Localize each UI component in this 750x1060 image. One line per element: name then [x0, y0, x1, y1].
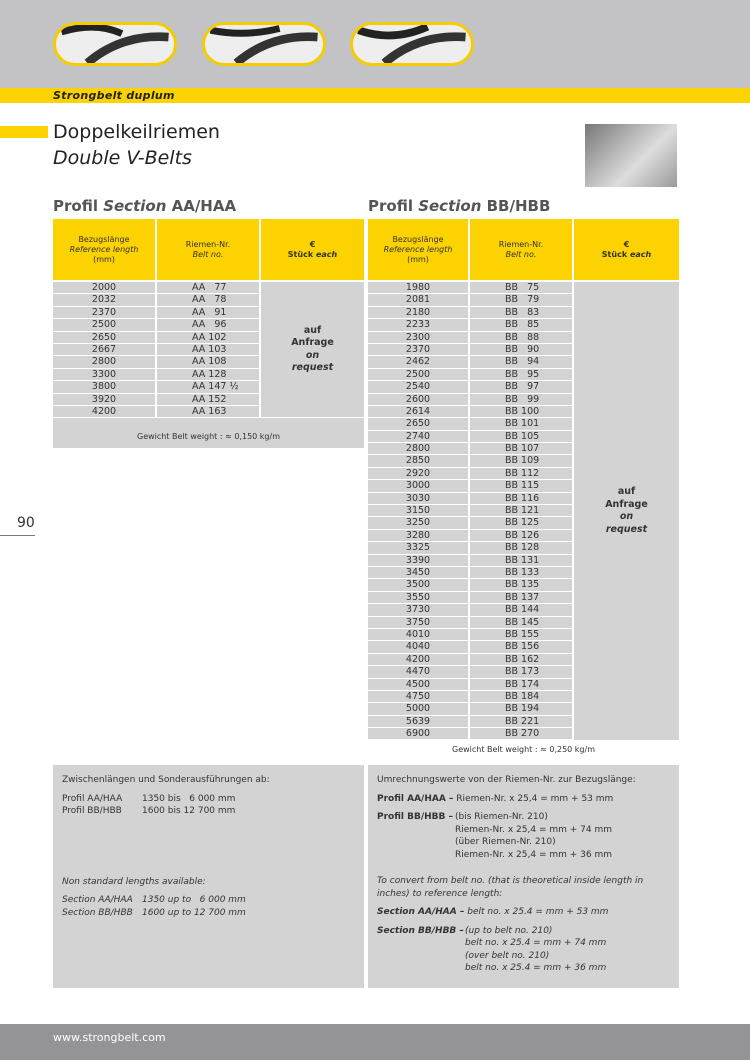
table-row [53, 282, 261, 294]
reference-length: 3730 [368, 604, 470, 615]
belt-number: BB 173 [470, 666, 574, 677]
belt-number: AA 152 [157, 394, 261, 405]
table-row [368, 307, 574, 319]
reference-length: 4010 [368, 629, 470, 640]
reference-length: 2462 [368, 356, 470, 367]
belt-number: AA 163 [157, 406, 261, 417]
page-title: Doppelkeilriemen [53, 121, 220, 143]
table-row [368, 394, 574, 406]
table-row [368, 356, 574, 368]
belt-number: AA 77 [157, 282, 261, 293]
table-row [53, 344, 261, 356]
belt-number: AA 147 ½ [157, 381, 261, 392]
table-row [368, 480, 574, 492]
table-row [368, 629, 574, 641]
table-row [368, 282, 574, 294]
table-row [53, 332, 261, 344]
table-row [368, 418, 574, 430]
reference-length: 2000 [53, 282, 157, 293]
belt-number: BB 126 [470, 530, 574, 541]
reference-length: 2300 [368, 332, 470, 343]
table-row [368, 517, 574, 529]
reference-length: 3325 [368, 542, 470, 553]
table-row [368, 567, 574, 579]
belt-number: AA 128 [157, 369, 261, 380]
page-number: 90 [17, 515, 35, 531]
belt-number: BB 133 [470, 567, 574, 578]
table-row [368, 319, 574, 331]
belt-number: AA 108 [157, 356, 261, 367]
belt-photo-2 [202, 22, 326, 66]
table-row [368, 542, 574, 554]
reference-length: 5639 [368, 716, 470, 727]
table-row [368, 468, 574, 480]
belt-number: BB 109 [470, 455, 574, 466]
belt-number: BB 270 [470, 728, 574, 739]
belt-number: BB 128 [470, 542, 574, 553]
conversion-box: Umrechnungswerte von der Riemen-Nr. zur Bezugslänge: Profil AA/HAA – Riemen-Nr. x 25,4 = mm + 53 mm Profil BB/HBB – (bis Riemen-Nr. 210) Riemen-Nr. x 25,4 = mm + 74 mm (über Riemen-Nr. 210) Riemen-Nr. x 25,4 = mm + 36 mm To convert from belt no. (that is theoretical inside length in inches) to reference length: Section AA/HAA – belt no. x 25.4 = mm + 53 mm Section BB/HBB – (up to belt no. 210) belt no. x 25.4 = mm + 74 mm (over belt no. 210) belt no. x 25.4 = mm + 36 mm [368, 765, 679, 988]
reference-length: 3250 [368, 517, 470, 528]
table-row [368, 381, 574, 393]
section-title-aa: Profil Section AA/HAA [53, 197, 237, 215]
reference-length: 3390 [368, 555, 470, 566]
belt-number: AA 78 [157, 294, 261, 305]
reference-length: 3550 [368, 592, 470, 603]
belt-number: AA 91 [157, 307, 261, 318]
table-header-bb: Bezugslänge Reference length (mm) Riemen-Nr. Belt no. € Stück each [368, 219, 679, 280]
table-row [368, 654, 574, 666]
table-row [53, 369, 261, 381]
reference-length: 1980 [368, 282, 470, 293]
table-row [368, 716, 574, 728]
belt-number: BB 125 [470, 517, 574, 528]
reference-length: 4200 [368, 654, 470, 665]
reference-length: 4500 [368, 679, 470, 690]
page-subtitle: Double V-Belts [53, 147, 192, 169]
table-row [368, 666, 574, 678]
footer-url[interactable]: www.strongbelt.com [53, 1031, 166, 1044]
belt-weight-aa: Gewicht Belt weight : ≈ 0,150 kg/m [53, 418, 364, 448]
reference-length: 2370 [368, 344, 470, 355]
reference-length: 3280 [368, 530, 470, 541]
table-row [368, 344, 574, 356]
reference-length: 3150 [368, 505, 470, 516]
brand-label: Strongbelt duplum [53, 89, 175, 102]
table-row [368, 555, 574, 567]
belt-number: BB 100 [470, 406, 574, 417]
price-on-request-aa: auf Anfrage on request [261, 282, 364, 417]
belt-number: BB 135 [470, 579, 574, 590]
belt-number: BB 121 [470, 505, 574, 516]
table-row [368, 604, 574, 616]
belt-number: BB 194 [470, 703, 574, 714]
belt-number: BB 221 [470, 716, 574, 727]
reference-length: 2850 [368, 455, 470, 466]
belt-photo-3 [350, 22, 474, 66]
table-row [368, 406, 574, 418]
belt-number: BB 79 [470, 294, 574, 305]
belt-number: BB 90 [470, 344, 574, 355]
belt-weight-bb: Gewicht Belt weight : ≈ 0,250 kg/m [452, 745, 595, 754]
reference-length: 4040 [368, 641, 470, 652]
table-row [368, 592, 574, 604]
reference-length: 4750 [368, 691, 470, 702]
belt-number: AA 102 [157, 332, 261, 343]
reference-length: 3800 [53, 381, 157, 392]
reference-length: 2500 [368, 369, 470, 380]
reference-length: 2650 [368, 418, 470, 429]
title-marker [0, 126, 48, 138]
reference-length: 2233 [368, 319, 470, 330]
table-header-aa: Bezugslänge Reference length (mm) Riemen-Nr. Belt no. € Stück each [53, 219, 364, 280]
belt-number: BB 88 [470, 332, 574, 343]
reference-length: 2081 [368, 294, 470, 305]
belt-number: BB 107 [470, 443, 574, 454]
reference-length: 2740 [368, 431, 470, 442]
reference-length: 2180 [368, 307, 470, 318]
belt-number: BB 137 [470, 592, 574, 603]
belt-number: BB 162 [470, 654, 574, 665]
reference-length: 3750 [368, 617, 470, 628]
belt-number: AA 96 [157, 319, 261, 330]
reference-length: 2920 [368, 468, 470, 479]
reference-length: 2614 [368, 406, 470, 417]
table-aa [53, 282, 261, 418]
reference-length: 3920 [53, 394, 157, 405]
table-row [368, 530, 574, 542]
table-row [368, 579, 574, 591]
table-row [368, 728, 574, 740]
table-row [368, 703, 574, 715]
table-row [368, 679, 574, 691]
belt-number: BB 85 [470, 319, 574, 330]
table-row [53, 294, 261, 306]
table-row [368, 294, 574, 306]
reference-length: 3500 [368, 579, 470, 590]
reference-length: 4470 [368, 666, 470, 677]
table-row [368, 443, 574, 455]
belt-number: BB 156 [470, 641, 574, 652]
table-row [53, 319, 261, 331]
belt-number: BB 145 [470, 617, 574, 628]
belt-number: BB 75 [470, 282, 574, 293]
section-title-bb: Profil Section BB/HBB [368, 197, 551, 215]
reference-length: 2540 [368, 381, 470, 392]
reference-length: 2667 [53, 344, 157, 355]
table-row [53, 394, 261, 406]
reference-length: 2600 [368, 394, 470, 405]
reference-length: 2800 [53, 356, 157, 367]
table-row [53, 356, 261, 368]
belt-number: BB 115 [470, 480, 574, 491]
table-row [368, 369, 574, 381]
belt-number: BB 174 [470, 679, 574, 690]
reference-length: 3000 [368, 480, 470, 491]
reference-length: 2032 [53, 294, 157, 305]
belt-photo-1 [53, 22, 177, 66]
belt-number: BB 184 [470, 691, 574, 702]
table-row [368, 493, 574, 505]
price-on-request-bb: auf Anfrage on request [574, 282, 679, 740]
reference-length: 2650 [53, 332, 157, 343]
belt-number: BB 105 [470, 431, 574, 442]
belt-number: BB 97 [470, 381, 574, 392]
table-row [368, 505, 574, 517]
belt-number: BB 155 [470, 629, 574, 640]
product-photo [585, 124, 677, 187]
belt-number: BB 95 [470, 369, 574, 380]
reference-length: 3030 [368, 493, 470, 504]
table-row [368, 641, 574, 653]
belt-number: BB 83 [470, 307, 574, 318]
belt-number: BB 131 [470, 555, 574, 566]
reference-length: 3450 [368, 567, 470, 578]
table-row [368, 617, 574, 629]
belt-number: BB 144 [470, 604, 574, 615]
table-row [53, 406, 261, 418]
table-bb [368, 282, 574, 740]
non-standard-lengths-box: Zwischenlängen und Sonderausführungen ab: Profil AA/HAA 1350 bis 6 000 mm Profil BB/HBB 1600 bis 12 700 mm Non standard lengths available: Section AA/HAA 1350 up to 6 000 mm Section BB/HBB 1600 up to 12 700 mm [53, 765, 364, 988]
reference-length: 4200 [53, 406, 157, 417]
reference-length: 2370 [53, 307, 157, 318]
belt-number: BB 99 [470, 394, 574, 405]
belt-number: BB 94 [470, 356, 574, 367]
belt-number: AA 103 [157, 344, 261, 355]
belt-number: BB 116 [470, 493, 574, 504]
table-row [53, 381, 261, 393]
reference-length: 6900 [368, 728, 470, 739]
table-row [368, 431, 574, 443]
belt-number: BB 112 [470, 468, 574, 479]
reference-length: 3300 [53, 369, 157, 380]
reference-length: 2800 [368, 443, 470, 454]
reference-length: 2500 [53, 319, 157, 330]
table-row [368, 455, 574, 467]
page-number-rule [0, 535, 35, 536]
reference-length: 5000 [368, 703, 470, 714]
table-row [368, 332, 574, 344]
belt-number: BB 101 [470, 418, 574, 429]
table-row [368, 691, 574, 703]
table-row [53, 307, 261, 319]
